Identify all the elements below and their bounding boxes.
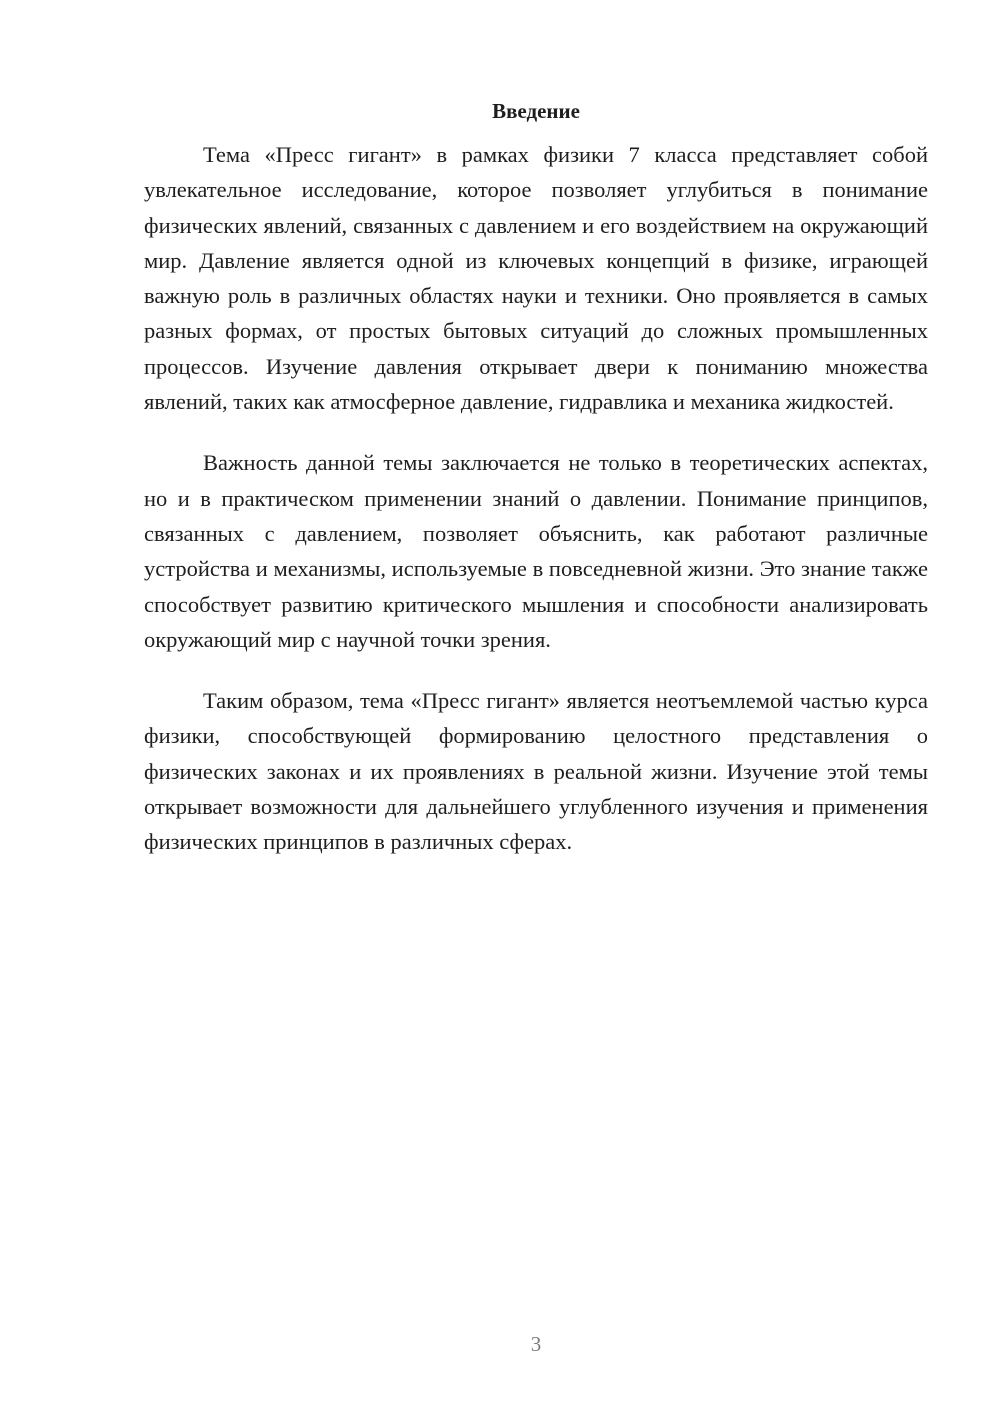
paragraph-3: Таким образом, тема «Пресс гигант» является неотъемлемой частью курса физики, способствующей формированию целостного представления о физических законах и их проявлениях в реальной жизни. Изучение этой темы открывает возможности для дальнейшего углубленного изучения и применения физических принципов в различных сферах. xyxy=(144,688,928,855)
page-content xyxy=(144,95,928,886)
page-number: 3 xyxy=(530,1332,542,1356)
paragraph-2: Важность данной темы заключается не только в теоретических аспектах, но и в практическом применении знаний о давлении. Понимание принципов, связанных с давлением, позволяет объяснить, как работают различные устройства и механизмы, используемые в повседневной жизни. Это знание также способствует развитию критического мышления и способности анализировать окружающий мир с научной точки зрения. xyxy=(144,450,928,652)
section-heading: Введение xyxy=(492,99,580,123)
paragraph-1: Тема «Пресс гигант» в рамках физики 7 класса представляет собой увлекательное исследование, которое позволяет углубиться в понимание физических явлений, связанных с давлением и его воздействием на окружающий мир. Давление является одной из ключевых концепций в физике, играющей важную роль в различных областях науки и техники. Оно проявляется в самых разных формах, от простых бытовых ситуаций до сложных промышленных процессов. Изучение давления открывает двери к пониманию множества явлений, таких как атмосферное давление, гидравлика и механика жидкостей. xyxy=(144,142,928,415)
